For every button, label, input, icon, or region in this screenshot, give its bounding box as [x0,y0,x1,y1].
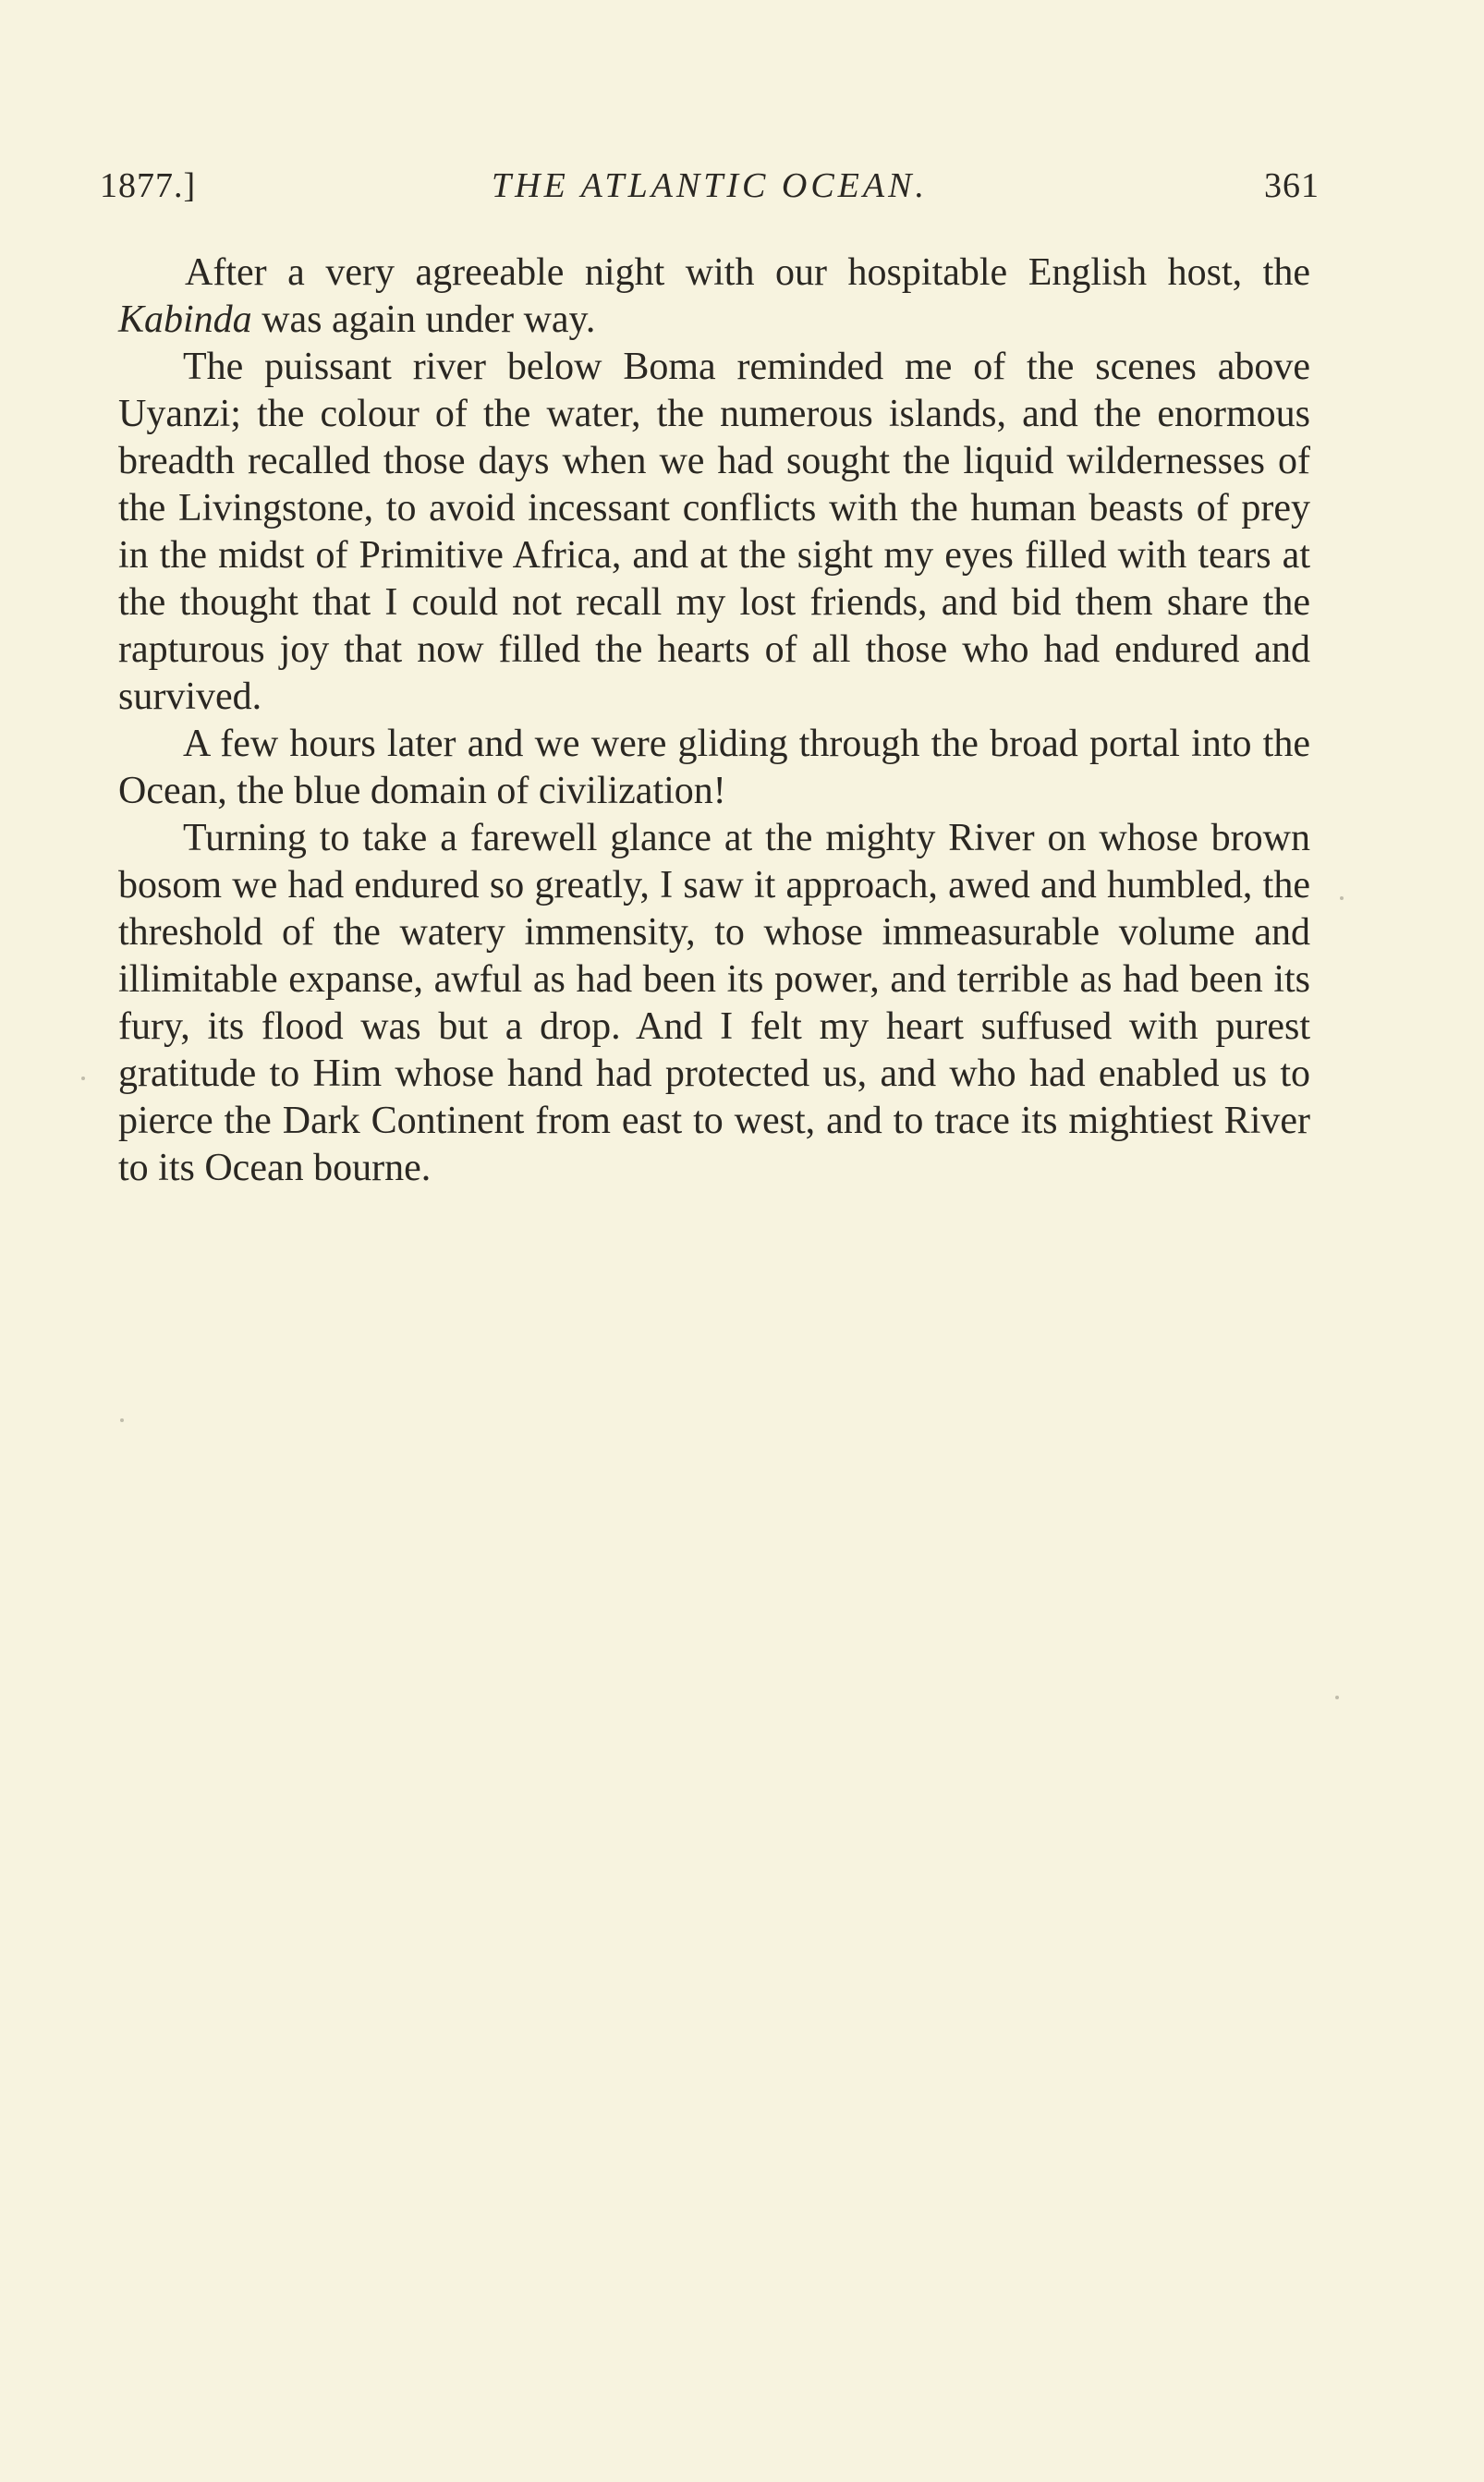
running-head-year: 1877.] [100,166,197,205]
paper-speck [81,1077,85,1080]
paragraph-3: A few hours later and we were gliding through the broad portal into the Ocean, the blue domain of civilization! [118,723,1310,812]
running-head [100,163,1320,209]
paragraph-1: After a very agreeable night with our hospitable English host, the Kabinda was again under way. [118,251,1310,341]
ship-name: Kabinda [118,298,252,341]
paper-speck [120,1418,124,1422]
running-head-title: THE ATLANTIC OCEAN. [492,166,928,205]
paper-speck [1340,896,1344,900]
body-text [118,249,1310,1192]
paragraph-2: The puissant river below Boma reminded me of the scenes above Uyanzi; the colour of the water, the numerous islands, and the enormous breadth recalled those days when we had sought the liquid wildernesses of the Livingstone, to avoid incessant conflicts with the human beasts of prey in the midst of Primitive Africa, and at the sight my eyes filled with tears at the thought that I could not recall my lost friends, and bid them share the rapturous joy that now filled the hearts of all those who had endured and survived. [118,346,1310,718]
page-number: 361 [1264,166,1320,205]
paper-speck [1335,1696,1339,1699]
paragraph-4: Turning to take a farewell glance at the mighty River on whose brown bosom we had endured so greatly, I saw it approach, awed and humbled, the threshold of the watery immensity, to whose immeasurable volume and illimitable expanse, awful as had been its power, and terrible as had been its fury, its flood was but a drop. And I felt my heart suffused with purest gratitude to Him whose hand had protected us, and who had enabled us to pierce the Dark Continent from east to west, and to trace its mightiest River to its Ocean bourne. [118,817,1310,1189]
